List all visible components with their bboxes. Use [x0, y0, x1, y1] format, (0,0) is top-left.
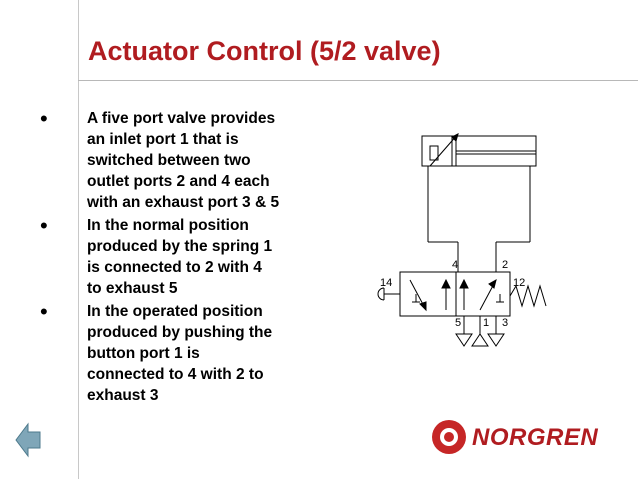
- bullet-text: In the operated position produced by pushing the button port 1 is connected to 4 with 2 to exhaust 3: [87, 303, 273, 404]
- left-arrow-icon[interactable]: [14, 420, 42, 460]
- port-label-5: 5: [455, 317, 462, 329]
- port-label-12: 12: [513, 277, 526, 289]
- cylinder-symbol: [422, 134, 536, 166]
- port-label-4: 4: [452, 259, 459, 271]
- valve-circuit-diagram: [360, 120, 560, 360]
- bullet-dot-icon: •: [40, 299, 48, 324]
- title-divider: [78, 80, 638, 81]
- norgren-logo-mark-icon: [432, 420, 466, 454]
- bullet-dot-icon: •: [40, 106, 48, 131]
- norgren-logo: [432, 420, 622, 456]
- air-lines: [428, 166, 530, 272]
- bullet-item: [40, 301, 330, 406]
- port-label-3: 3: [502, 317, 509, 329]
- slide-title: Actuator Control (5/2 valve): [88, 36, 441, 66]
- bullet-item: [40, 108, 330, 213]
- bullet-list: [40, 108, 330, 408]
- port-label-14: 14: [380, 277, 393, 289]
- bullet-text: In the normal position produced by the spring 1 is connected to 2 with 4 to exhaust 5: [87, 217, 273, 297]
- push-button-actuator: [378, 288, 400, 300]
- logo-text: NORGREN: [472, 424, 599, 451]
- bullet-dot-icon: •: [40, 213, 48, 238]
- port-label-1: 1: [483, 317, 490, 329]
- bullet-item: [40, 215, 330, 299]
- valve-body: [400, 272, 510, 316]
- port-label-2: 2: [502, 259, 509, 271]
- spring-return: [510, 286, 546, 306]
- bullet-text: A five port valve provides an inlet port 1 that is switched between two outlet ports 2 and 4 each with an exhaust port 3 & 5: [87, 110, 280, 211]
- exhaust-ports: [456, 316, 504, 346]
